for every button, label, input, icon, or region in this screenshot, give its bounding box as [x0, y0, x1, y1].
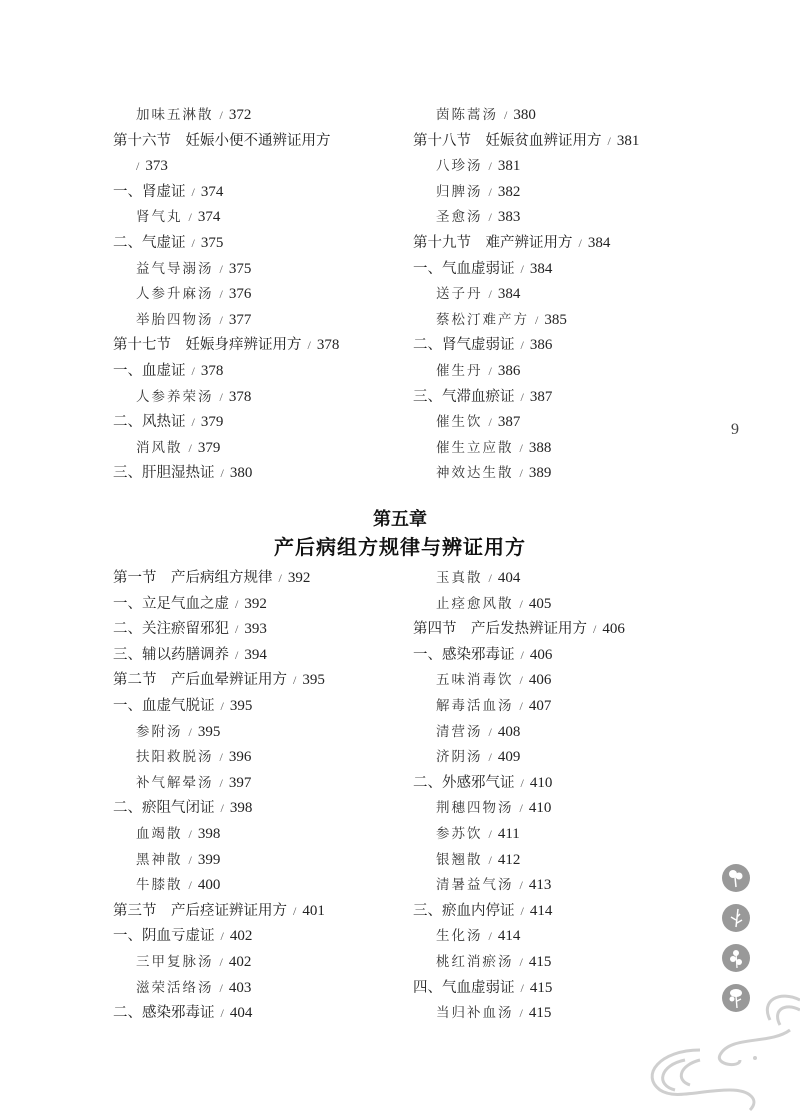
toc-entry-page: 393: [244, 621, 267, 638]
toc-entry-title: 第四节 产后发热辨证用方: [413, 621, 587, 638]
separator: /: [519, 596, 523, 611]
toc-entry-title: 血竭散: [136, 825, 183, 842]
toc-entry-title: 送子丹: [436, 286, 483, 303]
toc-entry-page: 410: [528, 800, 552, 817]
toc-entry-title: 第一节 产后病组方规律: [113, 570, 273, 586]
toc-entry-title: 清营汤: [436, 723, 483, 740]
toc-entry-title: 二、关注瘀留邪犯: [113, 621, 229, 638]
separator: /: [219, 980, 223, 995]
toc-entry-page: 400: [197, 877, 221, 894]
toc-entry-title: 二、感染邪毒证: [113, 1005, 215, 1022]
toc-entry-page: 409: [497, 749, 521, 766]
toc-entry-formula[interactable]: [413, 410, 703, 436]
toc-entry-page: 406: [529, 646, 553, 663]
toc-entry-page: 383: [497, 209, 521, 226]
separator: /: [578, 235, 582, 250]
toc-entry-page: 378: [200, 362, 224, 379]
separator: /: [219, 108, 223, 122]
toc-entry-title: 神效达生散: [436, 465, 514, 482]
toc-entry-title: 济阴汤: [436, 749, 483, 766]
separator: /: [191, 415, 195, 430]
separator: /: [488, 363, 492, 378]
separator: /: [504, 108, 508, 122]
toc-entry-title: 益气导溺汤: [136, 260, 214, 277]
separator: /: [220, 1006, 224, 1021]
toc-entry-sub[interactable]: [113, 359, 403, 385]
separator: /: [519, 698, 523, 713]
toc-column-top-right: [413, 103, 703, 487]
toc-entry-title: 一、血虚证: [113, 362, 186, 379]
toc-entry-title: 第十八节 妊娠贫血辨证用方: [413, 132, 602, 149]
toc-entry-title: 玉真散: [436, 570, 483, 586]
page-number: 9: [731, 421, 739, 438]
separator: /: [188, 440, 192, 455]
toc-entry-title: 一、血虚气脱证: [113, 697, 215, 714]
separator: /: [488, 929, 492, 944]
separator: /: [219, 287, 223, 302]
separator: /: [519, 801, 523, 816]
separator: /: [220, 698, 224, 713]
toc-entry-title: 参附汤: [136, 723, 183, 740]
toc-entry-title: 四、气血虚弱证: [413, 979, 515, 996]
separator: /: [488, 210, 492, 225]
separator: /: [188, 210, 192, 225]
toc-entry-title: 第三节 产后痉证辨证用方: [113, 902, 287, 919]
toc-entry-formula[interactable]: [113, 720, 403, 746]
toc-entry-formula[interactable]: [413, 592, 703, 618]
toc-entry-formula[interactable]: [113, 103, 403, 129]
toc-entry-page: 382: [497, 183, 521, 200]
toc-entry-page: 384: [529, 260, 553, 277]
toc-entry-page: 388: [528, 439, 552, 456]
toc-entry-title: 举胎四物汤: [136, 311, 214, 328]
toc-entry-title: 一、阴血亏虚证: [113, 928, 215, 945]
flower-icon: [722, 864, 750, 892]
toc-entry-page: 384: [497, 286, 521, 303]
toc-entry-page: 374: [197, 209, 221, 226]
toc-entry-title: 催生丹: [436, 362, 483, 379]
toc-entry-sub[interactable]: [413, 771, 703, 797]
toc-entry-formula[interactable]: [413, 359, 703, 385]
toc-entry-page: 415: [529, 979, 553, 996]
toc-entry-title: 人参升麻汤: [136, 286, 214, 303]
toc-entry-formula[interactable]: [413, 796, 703, 822]
toc-entry-page: 380: [513, 107, 536, 123]
toc-entry-title: 肾气丸: [136, 209, 183, 226]
separator: /: [293, 903, 297, 918]
toc-entry-title: 扶阳救脱汤: [136, 749, 214, 766]
toc-entry-formula[interactable]: [413, 566, 703, 592]
toc-entry-formula[interactable]: [113, 257, 403, 283]
toc-entry-sub[interactable]: [113, 924, 403, 950]
toc-entry-title: 催生饮: [436, 414, 483, 431]
toc-entry-formula[interactable]: [113, 950, 403, 976]
toc-entry-page: 386: [529, 337, 553, 354]
separator: /: [520, 647, 524, 662]
toc-entry-page: 402: [229, 928, 253, 945]
toc-entry-formula[interactable]: [413, 461, 703, 487]
toc-entry-title: 催生立应散: [436, 439, 514, 456]
separator: /: [488, 750, 492, 765]
toc-entry-title: 八珍汤: [436, 158, 483, 175]
toc-entry-title: 桃红消瘀汤: [436, 953, 514, 970]
separator: /: [519, 440, 523, 455]
toc-entry-formula[interactable]: [413, 308, 703, 334]
toc-entry-page: 403: [228, 979, 252, 996]
toc-entry-title: 蔡松汀难产方: [436, 311, 529, 328]
toc-entry-title: 参苏饮: [436, 825, 483, 842]
toc-entry-page: 397: [228, 774, 252, 791]
separator: /: [520, 980, 524, 995]
toc-entry-formula[interactable]: [113, 822, 403, 848]
toc-entry-page: 412: [497, 851, 521, 868]
separator: /: [520, 903, 524, 918]
toc-entry-title: 一、肾虚证: [113, 183, 186, 200]
toc-entry-sub[interactable]: [413, 385, 703, 411]
toc-entry-page: 404: [497, 570, 521, 586]
toc-entry-page: 395: [197, 723, 221, 740]
toc-column-bottom-right: [413, 566, 703, 1027]
toc-entry-formula[interactable]: [413, 873, 703, 899]
separator: /: [188, 724, 192, 739]
toc-entry-sub[interactable]: [413, 899, 703, 925]
separator: /: [488, 852, 492, 867]
toc-entry-page: 392: [244, 595, 267, 612]
separator: /: [235, 596, 239, 611]
toc-entry-page: 372: [228, 107, 252, 123]
toc-entry-sub[interactable]: [413, 643, 703, 669]
separator: /: [219, 389, 223, 404]
separator: /: [520, 338, 524, 353]
separator: /: [220, 466, 224, 481]
toc-entry-sub[interactable]: [113, 231, 403, 257]
toc-entry-formula[interactable]: [113, 308, 403, 334]
toc-entry-formula[interactable]: [413, 950, 703, 976]
toc-entry-sub[interactable]: [113, 461, 403, 487]
toc-entry-page: 407: [528, 697, 552, 714]
toc-entry-formula[interactable]: [113, 745, 403, 771]
leaf-branch-icon: [722, 944, 750, 972]
toc-entry-page: 386: [497, 362, 521, 379]
separator: /: [219, 954, 223, 969]
toc-entry-title: 三甲复脉汤: [136, 953, 214, 970]
separator: /: [488, 571, 492, 585]
toc-entry-page: 404: [229, 1005, 253, 1022]
toc-entry-page: 381: [616, 132, 640, 149]
separator: /: [219, 750, 223, 765]
separator: /: [219, 261, 223, 276]
toc-entry-sub[interactable]: [113, 617, 403, 643]
separator: /: [293, 673, 297, 688]
toc-entry-page: 378: [316, 337, 340, 354]
toc-entry-title: 牛膝散: [136, 877, 183, 894]
separator: /: [519, 673, 523, 688]
chapter-title: 产后病组方规律与辨证用方: [274, 535, 526, 559]
toc-column-top-left: [113, 103, 403, 487]
decorative-wave-pattern: [640, 980, 800, 1118]
toc-entry-title: 第十六节 妊娠小便不通辨证用方: [113, 132, 331, 149]
toc-entry-section[interactable]: [413, 231, 703, 257]
toc-entry-page: 396: [228, 749, 252, 766]
toc-entry-page: 379: [197, 439, 221, 456]
toc-entry-formula[interactable]: [113, 205, 403, 231]
toc-entry-title: 三、瘀血内停证: [413, 902, 515, 919]
separator: /: [220, 801, 224, 816]
toc-entry-sub[interactable]: [413, 257, 703, 283]
toc-entry-page: 395: [229, 697, 253, 714]
separator: /: [219, 775, 223, 790]
toc-entry-title: 五味消毒饮: [436, 672, 514, 689]
toc-entry-sub[interactable]: [113, 180, 403, 206]
toc-entry-page: 380: [229, 465, 253, 482]
toc-entry-title: 清暑益气汤: [436, 877, 514, 894]
toc-entry-page: 411: [497, 825, 520, 842]
toc-entry-formula[interactable]: [413, 848, 703, 874]
separator: /: [307, 338, 311, 353]
toc-entry-page: 408: [497, 723, 521, 740]
toc-entry-formula[interactable]: [113, 771, 403, 797]
toc-entry-title: 二、瘀阻气闭证: [113, 800, 215, 817]
toc-column-bottom-left: [113, 566, 403, 1027]
separator: /: [535, 312, 539, 327]
toc-entry-sub[interactable]: [113, 796, 403, 822]
toc-entry-page: 415: [528, 1005, 552, 1022]
toc-entry-page: 401: [302, 902, 325, 919]
toc-entry-page: 379: [200, 414, 224, 431]
separator: /: [136, 159, 140, 174]
toc-entry-page: 410: [529, 774, 553, 791]
toc-entry-page: 375: [200, 234, 224, 251]
toc-entry-page: 375: [228, 260, 252, 277]
toc-entry-page: 384: [587, 234, 611, 251]
toc-entry-formula[interactable]: [413, 103, 703, 129]
toc-entry-title: 三、肝胆湿热证: [113, 465, 215, 482]
toc-entry-section[interactable]: [113, 129, 403, 155]
toc-entry-formula[interactable]: [113, 385, 403, 411]
toc-entry-page: 381: [497, 158, 521, 175]
toc-entry-formula[interactable]: [413, 924, 703, 950]
separator: /: [191, 363, 195, 378]
toc-entry-title: 一、气血虚弱证: [413, 260, 515, 277]
toc-entry-page: 395: [302, 672, 325, 689]
separator: /: [488, 287, 492, 302]
separator: /: [220, 929, 224, 944]
toc-entry-title: 银翘散: [436, 851, 483, 868]
toc-entry-sub[interactable]: [413, 333, 703, 359]
toc-entry-page: 377: [228, 311, 252, 328]
toc-entry-title: 第二节 产后血晕辨证用方: [113, 672, 287, 689]
toc-entry-page: 414: [529, 902, 553, 919]
separator: /: [488, 724, 492, 739]
toc-entry-page: 413: [528, 877, 552, 894]
toc-entry-title: 滋荣活络汤: [136, 979, 214, 996]
separator: /: [593, 622, 597, 637]
separator: /: [519, 954, 523, 969]
toc-entry-title: 补气解晕汤: [136, 774, 214, 791]
toc-entry-page: 398: [197, 825, 221, 842]
toc-entry-section[interactable]: [413, 129, 703, 155]
toc-entry-page: 414: [497, 928, 521, 945]
toc-entry-formula[interactable]: [413, 720, 703, 746]
toc-entry-formula[interactable]: [413, 745, 703, 771]
separator: /: [188, 826, 192, 841]
toc-entry-title: 黑神散: [136, 851, 183, 868]
toc-entry-cont[interactable]: [113, 154, 403, 180]
toc-entry-title: 二、肾气虚弱证: [413, 337, 515, 354]
separator: /: [188, 852, 192, 867]
toc-entry-formula[interactable]: [113, 282, 403, 308]
separator: /: [235, 647, 239, 662]
toc-entry-formula[interactable]: [413, 205, 703, 231]
separator: /: [488, 184, 492, 199]
toc-entry-section[interactable]: [113, 333, 403, 359]
toc-entry-sub[interactable]: [113, 1001, 403, 1027]
toc-entry-formula[interactable]: [413, 154, 703, 180]
toc-entry-page: 399: [197, 851, 221, 868]
toc-entry-title: 当归补血汤: [436, 1005, 514, 1022]
toc-entry-page: 387: [497, 414, 521, 431]
chapter-number: 第五章: [373, 509, 427, 530]
toc-entry-page: 385: [544, 311, 567, 328]
toc-entry-title: 解毒活血汤: [436, 697, 514, 714]
separator: /: [520, 389, 524, 404]
toc-entry-title: 人参养荣汤: [136, 388, 214, 405]
separator: /: [488, 159, 492, 174]
toc-entry-title: 二、风热证: [113, 414, 186, 431]
toc-entry-page: 392: [287, 570, 311, 586]
separator: /: [519, 878, 523, 893]
toc-entry-formula[interactable]: [113, 436, 403, 462]
toc-entry-sub[interactable]: [113, 592, 403, 618]
toc-entry-title: 荆穗四物汤: [436, 800, 514, 817]
separator: /: [219, 312, 223, 327]
toc-entry-formula[interactable]: [113, 976, 403, 1002]
toc-entry-title: 三、气滞血瘀证: [413, 388, 515, 405]
toc-entry-title: 消风散: [136, 439, 183, 456]
separator: /: [191, 235, 195, 250]
toc-entry-page: 374: [200, 183, 224, 200]
toc-entry-page: 406: [602, 621, 625, 638]
toc-entry-title: 一、感染邪毒证: [413, 646, 515, 663]
toc-entry-title: 归脾汤: [436, 183, 483, 200]
toc-entry-page: 389: [528, 465, 552, 482]
toc-entry-title: 加味五淋散: [136, 107, 214, 123]
toc-entry-page: 378: [228, 388, 252, 405]
toc-entry-formula[interactable]: [413, 436, 703, 462]
toc-entry-section[interactable]: [113, 566, 403, 592]
separator: /: [188, 878, 192, 893]
separator: /: [191, 184, 195, 199]
toc-entry-title: 三、辅以药膳调养: [113, 646, 229, 663]
separator: /: [607, 133, 611, 148]
separator: /: [519, 466, 523, 481]
toc-entry-title: 圣愈汤: [436, 209, 483, 226]
separator: /: [235, 622, 239, 637]
separator: /: [488, 826, 492, 841]
toc-entry-sub[interactable]: [113, 694, 403, 720]
toc-entry-page: 415: [528, 953, 552, 970]
toc-entry-page: 373: [145, 158, 168, 175]
toc-entry-sub[interactable]: [113, 643, 403, 669]
toc-entry-page: 398: [229, 800, 253, 817]
toc-entry-sub[interactable]: [113, 410, 403, 436]
toc-entry-title: 茵陈蒿汤: [436, 107, 498, 123]
toc-entry-title: 第十九节 难产辨证用方: [413, 234, 573, 251]
toc-entry-formula[interactable]: [413, 180, 703, 206]
toc-entry-page: 394: [244, 646, 267, 663]
toc-entry-formula[interactable]: [413, 282, 703, 308]
toc-entry-formula[interactable]: [113, 873, 403, 899]
toc-entry-page: 406: [528, 672, 552, 689]
toc-entry-title: 生化汤: [436, 928, 483, 945]
toc-entry-section[interactable]: [113, 668, 403, 694]
toc-entry-title: 止痉愈风散: [436, 595, 514, 612]
toc-entry-page: 402: [228, 953, 252, 970]
toc-entry-formula[interactable]: [113, 848, 403, 874]
toc-entry-formula[interactable]: [413, 668, 703, 694]
toc-entry-page: 387: [529, 388, 553, 405]
separator: /: [278, 571, 282, 585]
toc-entry-title: 二、气虚证: [113, 234, 186, 251]
toc-entry-section[interactable]: [413, 617, 703, 643]
separator: /: [488, 415, 492, 430]
separator: /: [520, 775, 524, 790]
toc-entry-formula[interactable]: [413, 694, 703, 720]
toc-entry-formula[interactable]: [413, 822, 703, 848]
toc-entry-section[interactable]: [113, 899, 403, 925]
separator: /: [520, 261, 524, 276]
separator: /: [519, 1006, 523, 1021]
herb-sprig-icon: [722, 904, 750, 932]
toc-entry-page: 405: [528, 595, 552, 612]
toc-entry-page: 376: [228, 286, 252, 303]
toc-entry-title: 一、立足气血之虚: [113, 595, 229, 612]
toc-entry-title: 第十七节 妊娠身痒辨证用方: [113, 337, 302, 354]
toc-entry-title: 二、外感邪气证: [413, 774, 515, 791]
